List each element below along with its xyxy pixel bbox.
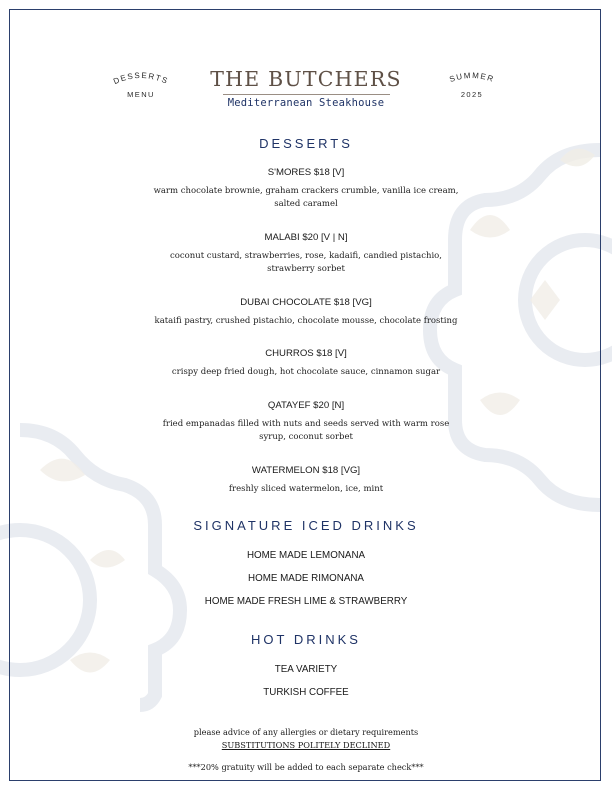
drink-item: HOME MADE RIMONANA — [248, 573, 364, 584]
header-right-sub: 2025 — [460, 90, 484, 99]
page-border — [9, 9, 601, 781]
svg-text:DESSERTS: DESSERTS — [112, 70, 170, 87]
section-title-iced-drinks: SIGNATURE ICED DRINKS — [193, 518, 419, 533]
menu-content — [10, 10, 612, 802]
section-title-desserts: DESSERTS — [259, 136, 353, 151]
substitutions-notice: SUBSTITUTIONS POLITELY DECLINED — [221, 740, 391, 750]
dessert-description: kataifi pastry, crushed pistachio, chocolate mousse, chocolate frosting — [154, 316, 458, 326]
allergy-notice: please advice of any allergies or dietary requirements — [193, 727, 419, 737]
drink-item: TEA VARIETY — [274, 664, 338, 675]
section-title-hot-drinks: HOT DRINKS — [251, 632, 361, 647]
dessert-name: DUBAI CHOCOLATE $18 [VG] — [240, 297, 372, 308]
drink-item: TURKISH COFFEE — [263, 687, 349, 698]
dessert-description: fried empanadas filled with nuts and seeds served with warm rose syrup, coconut sorbet — [162, 419, 450, 442]
header-left-badge — [96, 66, 186, 110]
dessert-name: S'MORES $18 [V] — [267, 167, 345, 178]
brand-name: THE BUTCHERS — [210, 67, 402, 91]
brand-tagline: Mediterranean Steakhouse — [227, 97, 385, 109]
header-left-sub: MENU — [127, 90, 155, 99]
drink-item: HOME MADE LEMONANA — [246, 550, 366, 561]
header-right-badge — [427, 66, 517, 110]
brand-divider — [223, 94, 390, 95]
dessert-name: WATERMELON $18 [VG] — [251, 465, 361, 476]
dessert-description: warm chocolate brownie, graham crackers crumble, vanilla ice cream, salted caramel — [153, 186, 459, 209]
dessert-description: freshly sliced watermelon, ice, mint — [228, 484, 384, 494]
gratuity-notice: ***20% gratuity will be added to each separate check*** — [188, 762, 424, 772]
dessert-description: crispy deep fried dough, hot chocolate sauce, cinnamon sugar — [171, 367, 441, 377]
dessert-name: CHURROS $18 [V] — [265, 348, 347, 359]
dessert-name: MALABI $20 [V | N] — [264, 232, 348, 243]
svg-text:SUMMER: SUMMER — [448, 70, 496, 85]
dessert-description: coconut custard, strawberries, rose, kadaifi, candied pistachio, strawberry sorbet — [169, 251, 443, 274]
drink-item: HOME MADE FRESH LIME & STRAWBERRY — [204, 596, 408, 607]
dessert-name: QATAYEF $20 [N] — [267, 400, 345, 411]
